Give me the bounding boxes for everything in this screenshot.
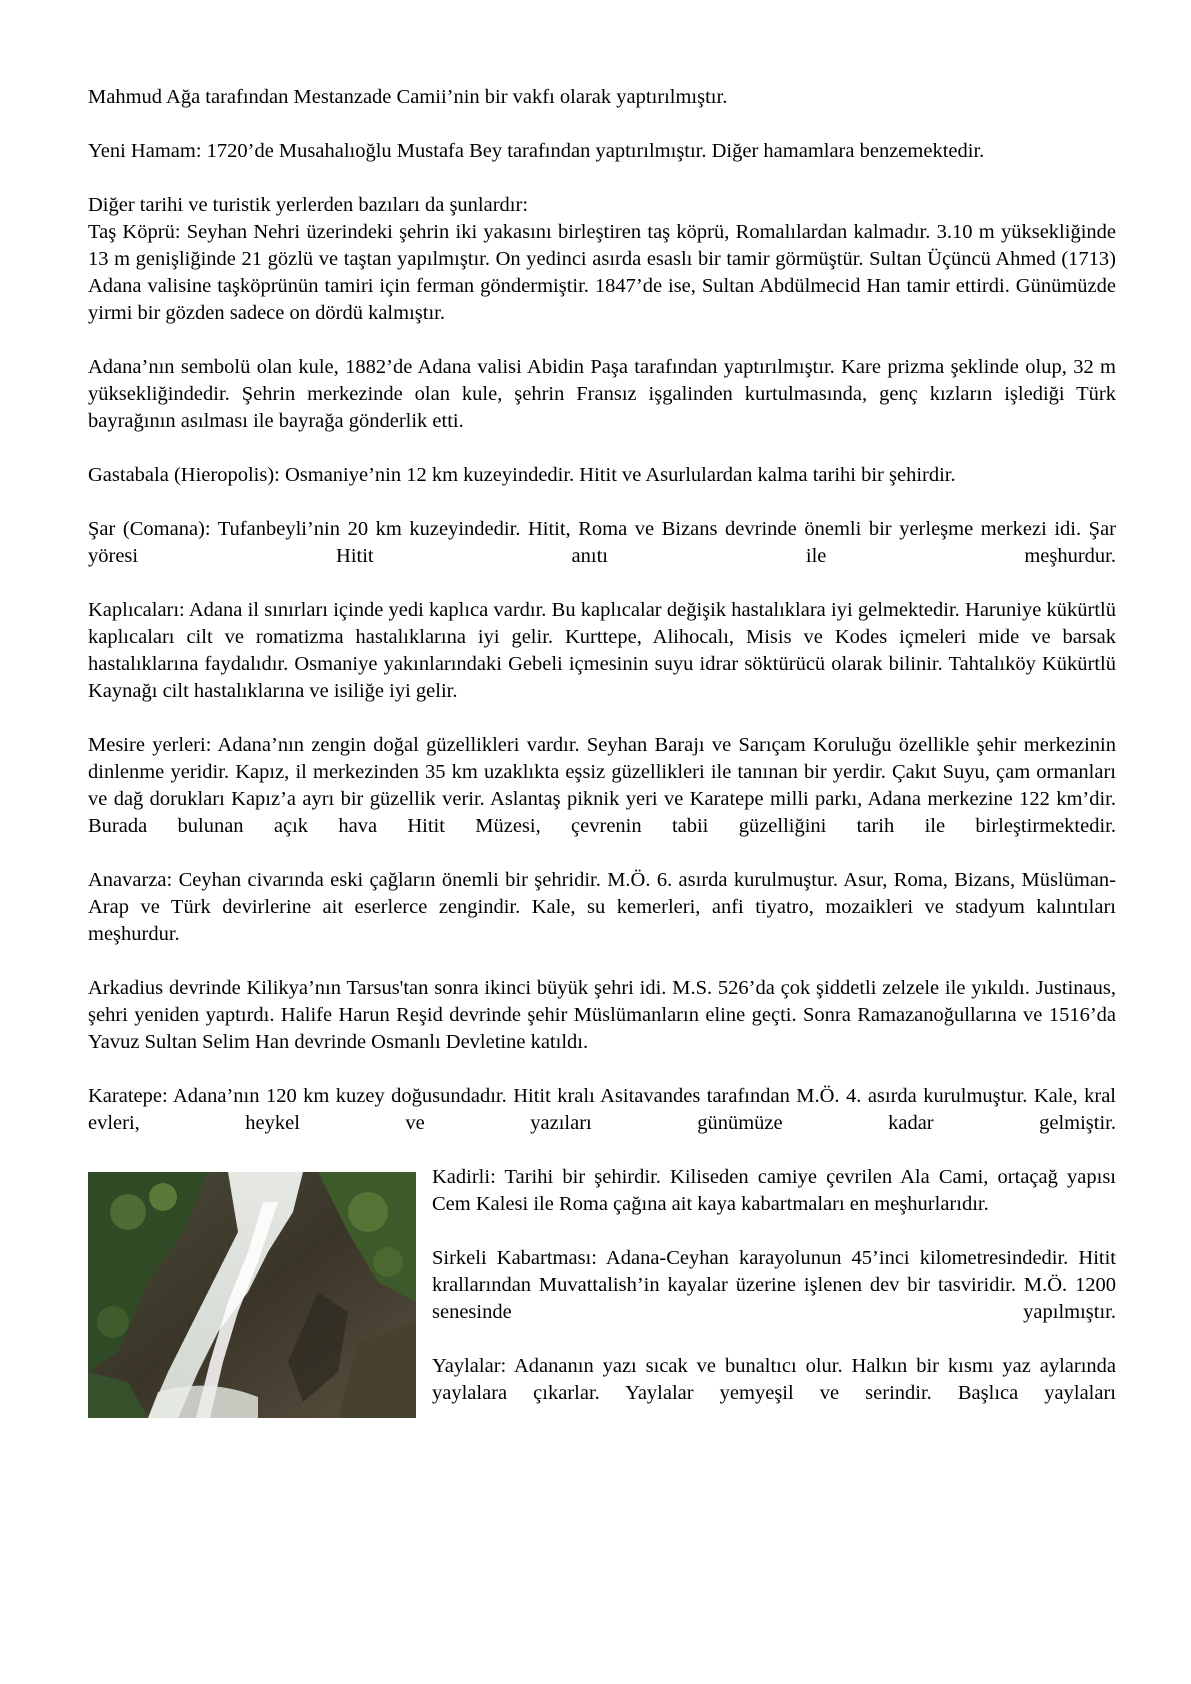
waterfall-photo-image (88, 1172, 416, 1418)
waterfall-photo (88, 1172, 416, 1418)
paragraph-mesire: Mesire yerleri: Adana’nın zengin doğal güzellikleri vardır. Seyhan Barajı ve Sarıçam Koruluğu özellikle şehir merkezinin dinlenme yeridir. Kapız, il merkezinden 35 km uzaklıkta eşsiz güzellikleri ile tanınan bir yerdir. Çakıt Suyu, çam ormanları ve dağ dorukları Kapız’a ayrı bir güzellik verir. Aslantaş piknik yeri ve Karatepe milli parkı, Adana merkezine 122 km’dir. Burada bulunan açık hava Hitit Müzesi, çevrenin tabii güzelliğini tarih ile birleştirmektedir. (88, 734, 1116, 837)
paragraph-kaplicalar: Kaplıcaları: Adana il sınırları içinde yedi kaplıca vardır. Bu kaplıcalar değişik hastalıklara iyi gelmektedir. Haruniye kükürtlü kaplıcaları cilt ve romatizma hastalıklarına iyi gelir. Kurttepe, Alihocalı, Misis ve Kodes içmeleri mide ve barsak hastalıklarına faydalıdır. Osmaniye yakınlarındaki Gebeli içmesinin suyu idrar söktürücü olarak bilinir. Tahtalıköy Kükürtlü Kaynağı cilt hastalıklarına ve isiliğe iyi gelir. (88, 599, 1116, 702)
paragraph-sar: Şar (Comana): Tufanbeyli’nin 20 km kuzeyindedir. Hitit, Roma ve Bizans devrinde önemli bir yerleşme merkezi idi. Şar yöresi Hitit anıtı ile meşhurdur. (88, 518, 1116, 567)
paragraph-kadirli: Kadirli: Tarihi bir şehirdir. Kiliseden camiye çevrilen Ala Cami, ortaçağ yapısı Cem Kalesi ile Roma çağına ait kaya kabartmaları en meşhurlarıdır. (432, 1166, 1116, 1215)
paragraph-diger-intro: Diğer tarihi ve turistik yerlerden bazıları da şunlardır: (88, 194, 529, 216)
paragraph-yeni-hamam: Yeni Hamam: 1720’de Musahalıoğlu Mustafa Bey tarafından yaptırılmıştır. Diğer hamamlara benzemektedir. (88, 140, 985, 162)
paragraph-mestanzade: Mahmud Ağa tarafından Mestanzade Camii’nin bir vakfı olarak yaptırılmıştır. (88, 86, 728, 108)
paragraph-karatepe: Karatepe: Adana’nın 120 km kuzey doğusundadır. Hitit kralı Asitavandes tarafından M.Ö. 4. asırda kurulmuştur. Kale, kral evleri, heykel ve yazıları günümüze kadar gelmiştir. (88, 1085, 1116, 1134)
paragraph-kule: Adana’nın sembolü olan kule, 1882’de Adana valisi Abidin Paşa tarafından yaptırılmıştır. Kare prizma şeklinde olup, 32 m yüksekliğindedir. Şehrin merkezinde olan kule, şehrin Fransız işgalinden kurtulmasında, genç kızların işlediği Türk bayrağının asılması ile bayrağa gönderlik etti. (88, 356, 1116, 432)
document-page (88, 84, 1116, 1434)
paragraph-anavarza: Anavarza: Ceyhan civarında eski çağların önemli bir şehridir. M.Ö. 6. asırda kurulmuştur. Asur, Roma, Bizans, Müslüman-Arap ve Türk devirlerine ait eserlerce zengindir. Kale, su kemerleri, anfi tiyatro, mozaikleri ve stadyum kalıntıları meşhurdur. (88, 869, 1116, 945)
paragraph-sirkeli: Sirkeli Kabartması: Adana-Ceyhan karayolunun 45’inci kilometresindedir. Hitit krallarından Muvattalish’in kayalar üzerine işlenen dev bir tasviridir. M.Ö. 1200 senesinde yapılmıştır. (432, 1247, 1116, 1323)
paragraph-arkadius: Arkadius devrinde Kilikya’nın Tarsus'tan sonra ikinci büyük şehri idi. M.S. 526’da çok şiddetli zelzele ile yıkıldı. Justinaus, şehri yeniden yaptırdı. Halife Harun Reşid devrinde şehir Müslümanların eline geçti. Sonra Ramazanoğullarına ve 1516’da Yavuz Sultan Selim Han devrinde Osmanlı Devletine katıldı. (88, 977, 1116, 1053)
paragraph-gastabala: Gastabala (Hieropolis): Osmaniye’nin 12 km kuzeyindedir. Hitit ve Asurlulardan kalma tarihi bir şehirdir. (88, 464, 956, 486)
paragraph-yaylalar: Yaylalar: Adananın yazı sıcak ve bunaltıcı olur. Halkın bir kısmı yaz aylarında yaylalara çıkarlar. Yaylalar yemyeşil ve serindir. Başlıca yaylaları (432, 1355, 1116, 1404)
paragraph-tas-kopru: Taş Köprü: Seyhan Nehri üzerindeki şehrin iki yakasını birleştiren taş köprü, Romalılardan kalmadır. 3.10 m yüksekliğinde 13 m genişliğinde 21 gözlü ve taştan yapılmıştır. On yedinci asırda esaslı bir tamir görmüştür. Sultan Üçüncü Ahmed (1713) Adana valisine taşköprünün tamiri için ferman göndermiştir. 1847’de ise, Sultan Abdülmecid Han tamir ettirdi. Günümüzde yirmi bir gözden sadece on dördü kalmıştır. (88, 221, 1116, 324)
